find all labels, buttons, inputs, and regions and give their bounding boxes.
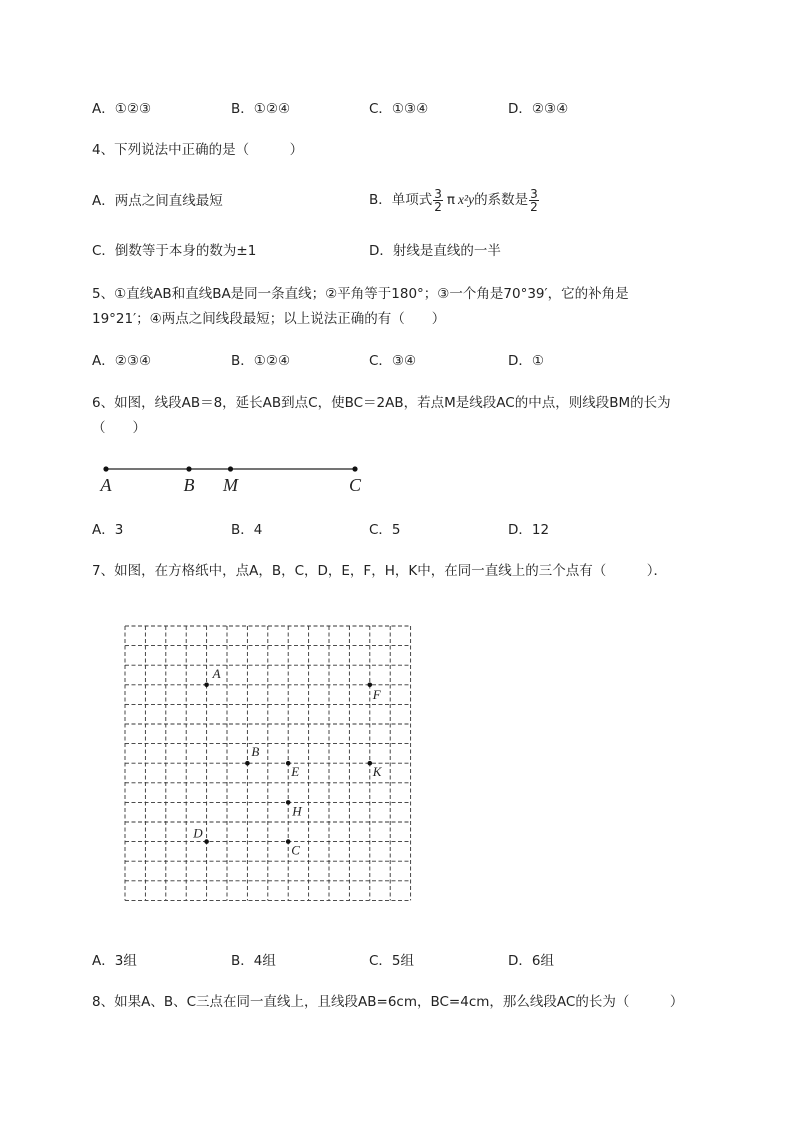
grid-label-e: E bbox=[291, 764, 300, 780]
q7-stem: 7、如图，在方格纸中，点A，B，C，D，E，F，H，K中，在同一直线上的三个点有（ ）． bbox=[92, 563, 667, 579]
q4-option-c: C．倒数等于本身的数为±1 bbox=[92, 243, 257, 259]
q5-option-c: C．③④ bbox=[369, 353, 417, 369]
grid-label-k: K bbox=[372, 764, 382, 780]
grid-label-c: C bbox=[291, 842, 300, 858]
q4-fraction-2-den: 2 bbox=[530, 199, 538, 214]
q6-stem-line2: （ ） bbox=[92, 420, 146, 436]
q4-option-b-prefix: B．单项式 bbox=[369, 192, 433, 208]
q8-stem: 8、如果A、B、C三点在同一直线上，且线段AB=6cm，BC=4cm，那么线段AC的长为（ ） bbox=[92, 994, 684, 1010]
q5-option-d: D．① bbox=[508, 353, 544, 369]
segment-point-b bbox=[186, 466, 191, 471]
q3-option-b: B．①②④ bbox=[231, 101, 291, 117]
q4-pi: π bbox=[446, 192, 456, 208]
q4-fraction-1-den: 2 bbox=[434, 199, 442, 214]
grid-label-a: A bbox=[212, 665, 221, 681]
q4-fraction-2 bbox=[529, 188, 539, 213]
q7-option-c: C．5组 bbox=[369, 953, 415, 969]
segment-point-a bbox=[103, 466, 108, 471]
grid-label-f: F bbox=[372, 686, 381, 702]
q4-monomial: x²y bbox=[458, 192, 475, 207]
q6-option-d: D．12 bbox=[508, 522, 550, 538]
q4-option-b-mid: 的系数是 bbox=[474, 192, 529, 208]
segment-label-m: M bbox=[223, 475, 238, 495]
segment-label-b: B bbox=[183, 475, 195, 495]
grid-label-d: D bbox=[193, 825, 203, 841]
grid-point-b bbox=[245, 761, 250, 766]
q7-grid-figure bbox=[120, 620, 420, 910]
q4-fraction-1-num: 3 bbox=[434, 186, 442, 201]
segment-label-a: A bbox=[100, 475, 112, 495]
q7-option-d: D．6组 bbox=[508, 953, 554, 969]
grid-label-h: H bbox=[292, 803, 302, 819]
q4-stem: 4、下列说法中正确的是（ ） bbox=[92, 142, 304, 158]
q6-stem-line1: 6、如图，线段AB＝8，延长AB到点C，使BC＝2AB，若点M是线段AC的中点，则线段BM的长为 bbox=[92, 395, 671, 411]
q3-option-d: D．②③④ bbox=[508, 101, 569, 117]
q6-segment-figure bbox=[92, 455, 382, 500]
q5-stem-line1: 5、①直线AB和直线BA是同一条直线；②平角等于180°；③一个角是70°39′，它的补角是 bbox=[92, 286, 629, 302]
grid-label-b: B bbox=[251, 744, 260, 760]
q6-option-c: C．5 bbox=[369, 522, 401, 538]
segment-point-c bbox=[352, 466, 357, 471]
q4-fraction-2-num: 3 bbox=[530, 186, 538, 201]
grid-point-c bbox=[286, 839, 291, 844]
q3-option-c: C．①③④ bbox=[369, 101, 429, 117]
segment-point-m bbox=[228, 466, 233, 471]
q5-option-b: B．①②④ bbox=[231, 353, 291, 369]
q3-option-a: A．①②③ bbox=[92, 101, 152, 117]
grid-point-f bbox=[368, 683, 373, 688]
grid-point-d bbox=[204, 839, 209, 844]
q4-option-a: A．两点之间直线最短 bbox=[92, 193, 223, 209]
segment-label-c: C bbox=[348, 475, 362, 495]
q7-option-a: A．3组 bbox=[92, 953, 137, 969]
q7-option-b: B．4组 bbox=[231, 953, 276, 969]
q4-option-b bbox=[369, 184, 540, 216]
q5-stem-line2: 19°21′；④两点之间线段最短；以上说法正确的有（ ） bbox=[92, 311, 446, 327]
grid-point-h bbox=[286, 800, 291, 805]
grid-point-a bbox=[204, 683, 209, 688]
q6-option-a: A．3 bbox=[92, 522, 124, 538]
grid-point-e bbox=[286, 761, 291, 766]
q4-fraction-1 bbox=[433, 188, 443, 213]
q5-option-a: A．②③④ bbox=[92, 353, 152, 369]
q4-option-d: D．射线是直线的一半 bbox=[369, 243, 501, 259]
grid-point-k bbox=[368, 761, 373, 766]
q6-option-b: B．4 bbox=[231, 522, 263, 538]
